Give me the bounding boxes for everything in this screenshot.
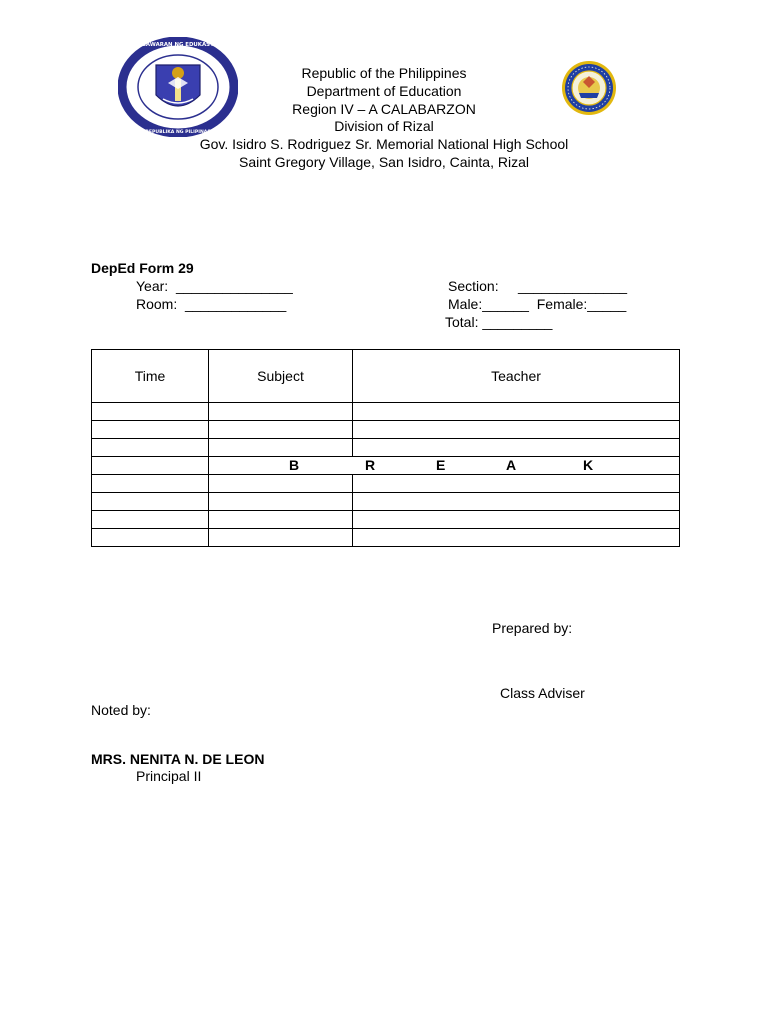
teacher-cell[interactable] — [353, 475, 680, 493]
subject-cell[interactable] — [209, 439, 353, 457]
teacher-cell[interactable] — [353, 421, 680, 439]
table-row — [92, 475, 680, 493]
time-cell[interactable] — [92, 457, 209, 475]
table-row — [92, 511, 680, 529]
letterhead-address: Saint Gregory Village, San Isidro, Cainta, Rizal — [239, 153, 529, 170]
table-row — [92, 403, 680, 421]
subject-cell[interactable] — [209, 511, 353, 529]
break-letter-r: R — [365, 457, 376, 473]
seal-top-text: KAGAWARAN NG EDUKASYON — [133, 42, 223, 48]
table-row — [92, 529, 680, 547]
subject-cell[interactable] — [209, 529, 353, 547]
teacher-cell[interactable] — [353, 439, 680, 457]
subject-cell[interactable] — [209, 493, 353, 511]
principal-title: Principal II — [136, 768, 202, 784]
header-time: Time — [92, 350, 209, 403]
teacher-cell[interactable] — [353, 529, 680, 547]
subject-cell[interactable] — [209, 421, 353, 439]
letterhead-division: Division of Rizal — [334, 118, 434, 135]
letterhead-republic: Republic of the Philippines — [301, 65, 467, 81]
letterhead-department: Department of Education — [306, 82, 462, 99]
principal-name: MRS. NENITA N. DE LEON — [91, 751, 265, 767]
subject-cell[interactable] — [209, 403, 353, 421]
room-field: Room: _____________ — [136, 296, 287, 312]
schedule-table — [91, 349, 680, 547]
break-row — [92, 457, 680, 475]
letterhead — [0, 65, 768, 172]
seal-bottom-text: REPUBLIKA NG PILIPINAS — [145, 130, 211, 135]
break-letter-k: K — [583, 457, 594, 473]
time-cell[interactable] — [92, 439, 209, 457]
time-cell[interactable] — [92, 511, 209, 529]
table-header-row — [92, 350, 680, 403]
time-cell[interactable] — [92, 421, 209, 439]
section-field: Section: ______________ — [448, 278, 628, 294]
time-cell[interactable] — [92, 403, 209, 421]
table-row — [92, 439, 680, 457]
letterhead-school-name: Gov. Isidro S. Rodriguez Sr. Memorial National High School — [199, 136, 569, 153]
break-letter-b: B — [289, 457, 300, 473]
letterhead-region: Region IV – A CALABARZON — [292, 100, 476, 117]
time-cell[interactable] — [92, 475, 209, 493]
table-row — [92, 493, 680, 511]
time-cell[interactable] — [92, 493, 209, 511]
break-label — [209, 457, 680, 475]
total-field: Total: _________ — [445, 314, 553, 330]
teacher-cell[interactable] — [353, 493, 680, 511]
break-letter-e: E — [436, 457, 446, 473]
teacher-cell[interactable] — [353, 511, 680, 529]
year-field: Year: _______________ — [136, 278, 293, 294]
header-teacher: Teacher — [353, 350, 680, 403]
prepared-by-label: Prepared by: — [492, 620, 573, 636]
subject-cell[interactable] — [209, 475, 353, 493]
class-adviser-label: Class Adviser — [500, 685, 585, 701]
teacher-cell[interactable] — [353, 403, 680, 421]
form-title: DepEd Form 29 — [91, 260, 194, 276]
male-female-field: Male:______ Female:_____ — [448, 296, 627, 312]
break-letter-a: A — [506, 457, 517, 473]
table-row — [92, 421, 680, 439]
time-cell[interactable] — [92, 529, 209, 547]
noted-by-label: Noted by: — [91, 702, 151, 718]
header-subject: Subject — [209, 350, 353, 403]
